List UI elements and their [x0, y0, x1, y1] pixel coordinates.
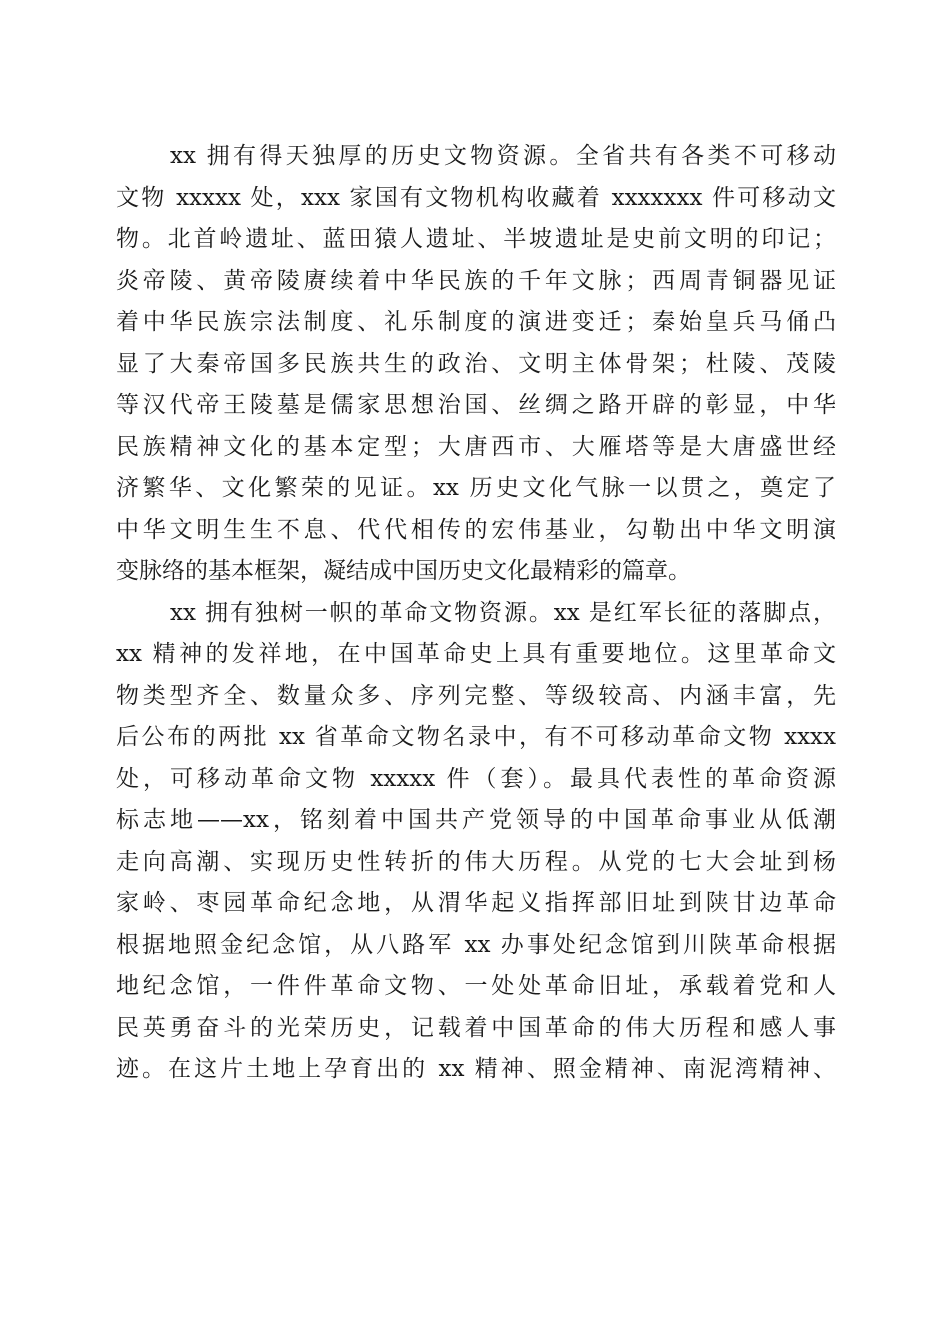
paragraph-revolutionary-relics: [116, 593, 836, 1091]
text-line: 民族精神文化的基本定型；大唐西市、大雁塔等是大唐盛世经: [116, 433, 836, 460]
text-line: 等汉代帝王陵墓是儒家思想治国、丝绸之路开辟的彰显，中华: [116, 392, 836, 418]
text-line: 民英勇奋斗的光荣历史，记载着中国革命的伟大历程和感人事: [116, 1014, 836, 1041]
text-line: 物。北首岭遗址、蓝田猿人遗址、半坡遗址是史前文明的印记；: [116, 226, 836, 252]
text-line: 后公布的两批 xx 省革命文物名录中，有不可移动革命文物 xxxx: [116, 724, 836, 750]
text-line: 标志地——xx，铭刻着中国共产党领导的中国革命事业从低潮: [116, 807, 836, 833]
text-line: 着中华民族宗法制度、礼乐制度的演进变迁；秦始皇兵马俑凸: [116, 309, 836, 335]
text-line: xx 精神的发祥地，在中国革命史上具有重要地位。这里革命文: [116, 641, 836, 667]
body-text: [116, 136, 836, 1091]
text-line: 迹。在这片土地上孕育出的 xx 精神、照金精神、南泥湾精神、: [116, 1056, 836, 1082]
text-line: 炎帝陵、黄帝陵赓续着中华民族的千年文脉；西周青铜器见证: [116, 267, 836, 294]
text-line: 物类型齐全、数量众多、序列完整、等级较高、内涵丰富，先: [116, 682, 836, 709]
paragraph-historical-relics: [116, 136, 836, 593]
text-line: xx 拥有得天独厚的历史文物资源。全省共有各类不可移动: [170, 143, 836, 169]
text-line: 根据地照金纪念馆，从八路军 xx 办事处纪念馆到川陕革命根据: [116, 931, 836, 958]
text-line: 文物 xxxxx 处，xxx 家国有文物机构收藏着 xxxxxxx 件可移动文: [116, 184, 836, 211]
text-line: 变脉络的基本框架，凝结成中国历史文化最精彩的篇章。: [116, 558, 691, 584]
text-line: 处，可移动革命文物 xxxxx 件（套）。最具代表性的革命资源: [116, 765, 836, 792]
text-line: xx 拥有独树一帜的革命文物资源。xx 是红军长征的落脚点，: [170, 599, 836, 626]
text-line: 地纪念馆，一件件革命文物、一处处革命旧址，承载着党和人: [116, 973, 836, 999]
text-line: 中华文明生生不息、代代相传的宏伟基业，勾勒出中华文明演: [116, 516, 836, 543]
text-line: 显了大秦帝国多民族共生的政治、文明主体骨架；杜陵、茂陵: [116, 350, 836, 377]
text-line: 走向高潮、实现历史性转折的伟大历程。从党的七大会址到杨: [116, 848, 836, 875]
text-line: 济繁华、文化繁荣的见证。xx 历史文化气脉一以贯之，奠定了: [116, 475, 836, 501]
text-line: 家岭、枣园革命纪念地，从渭华起义指挥部旧址到陕甘边革命: [116, 890, 836, 916]
